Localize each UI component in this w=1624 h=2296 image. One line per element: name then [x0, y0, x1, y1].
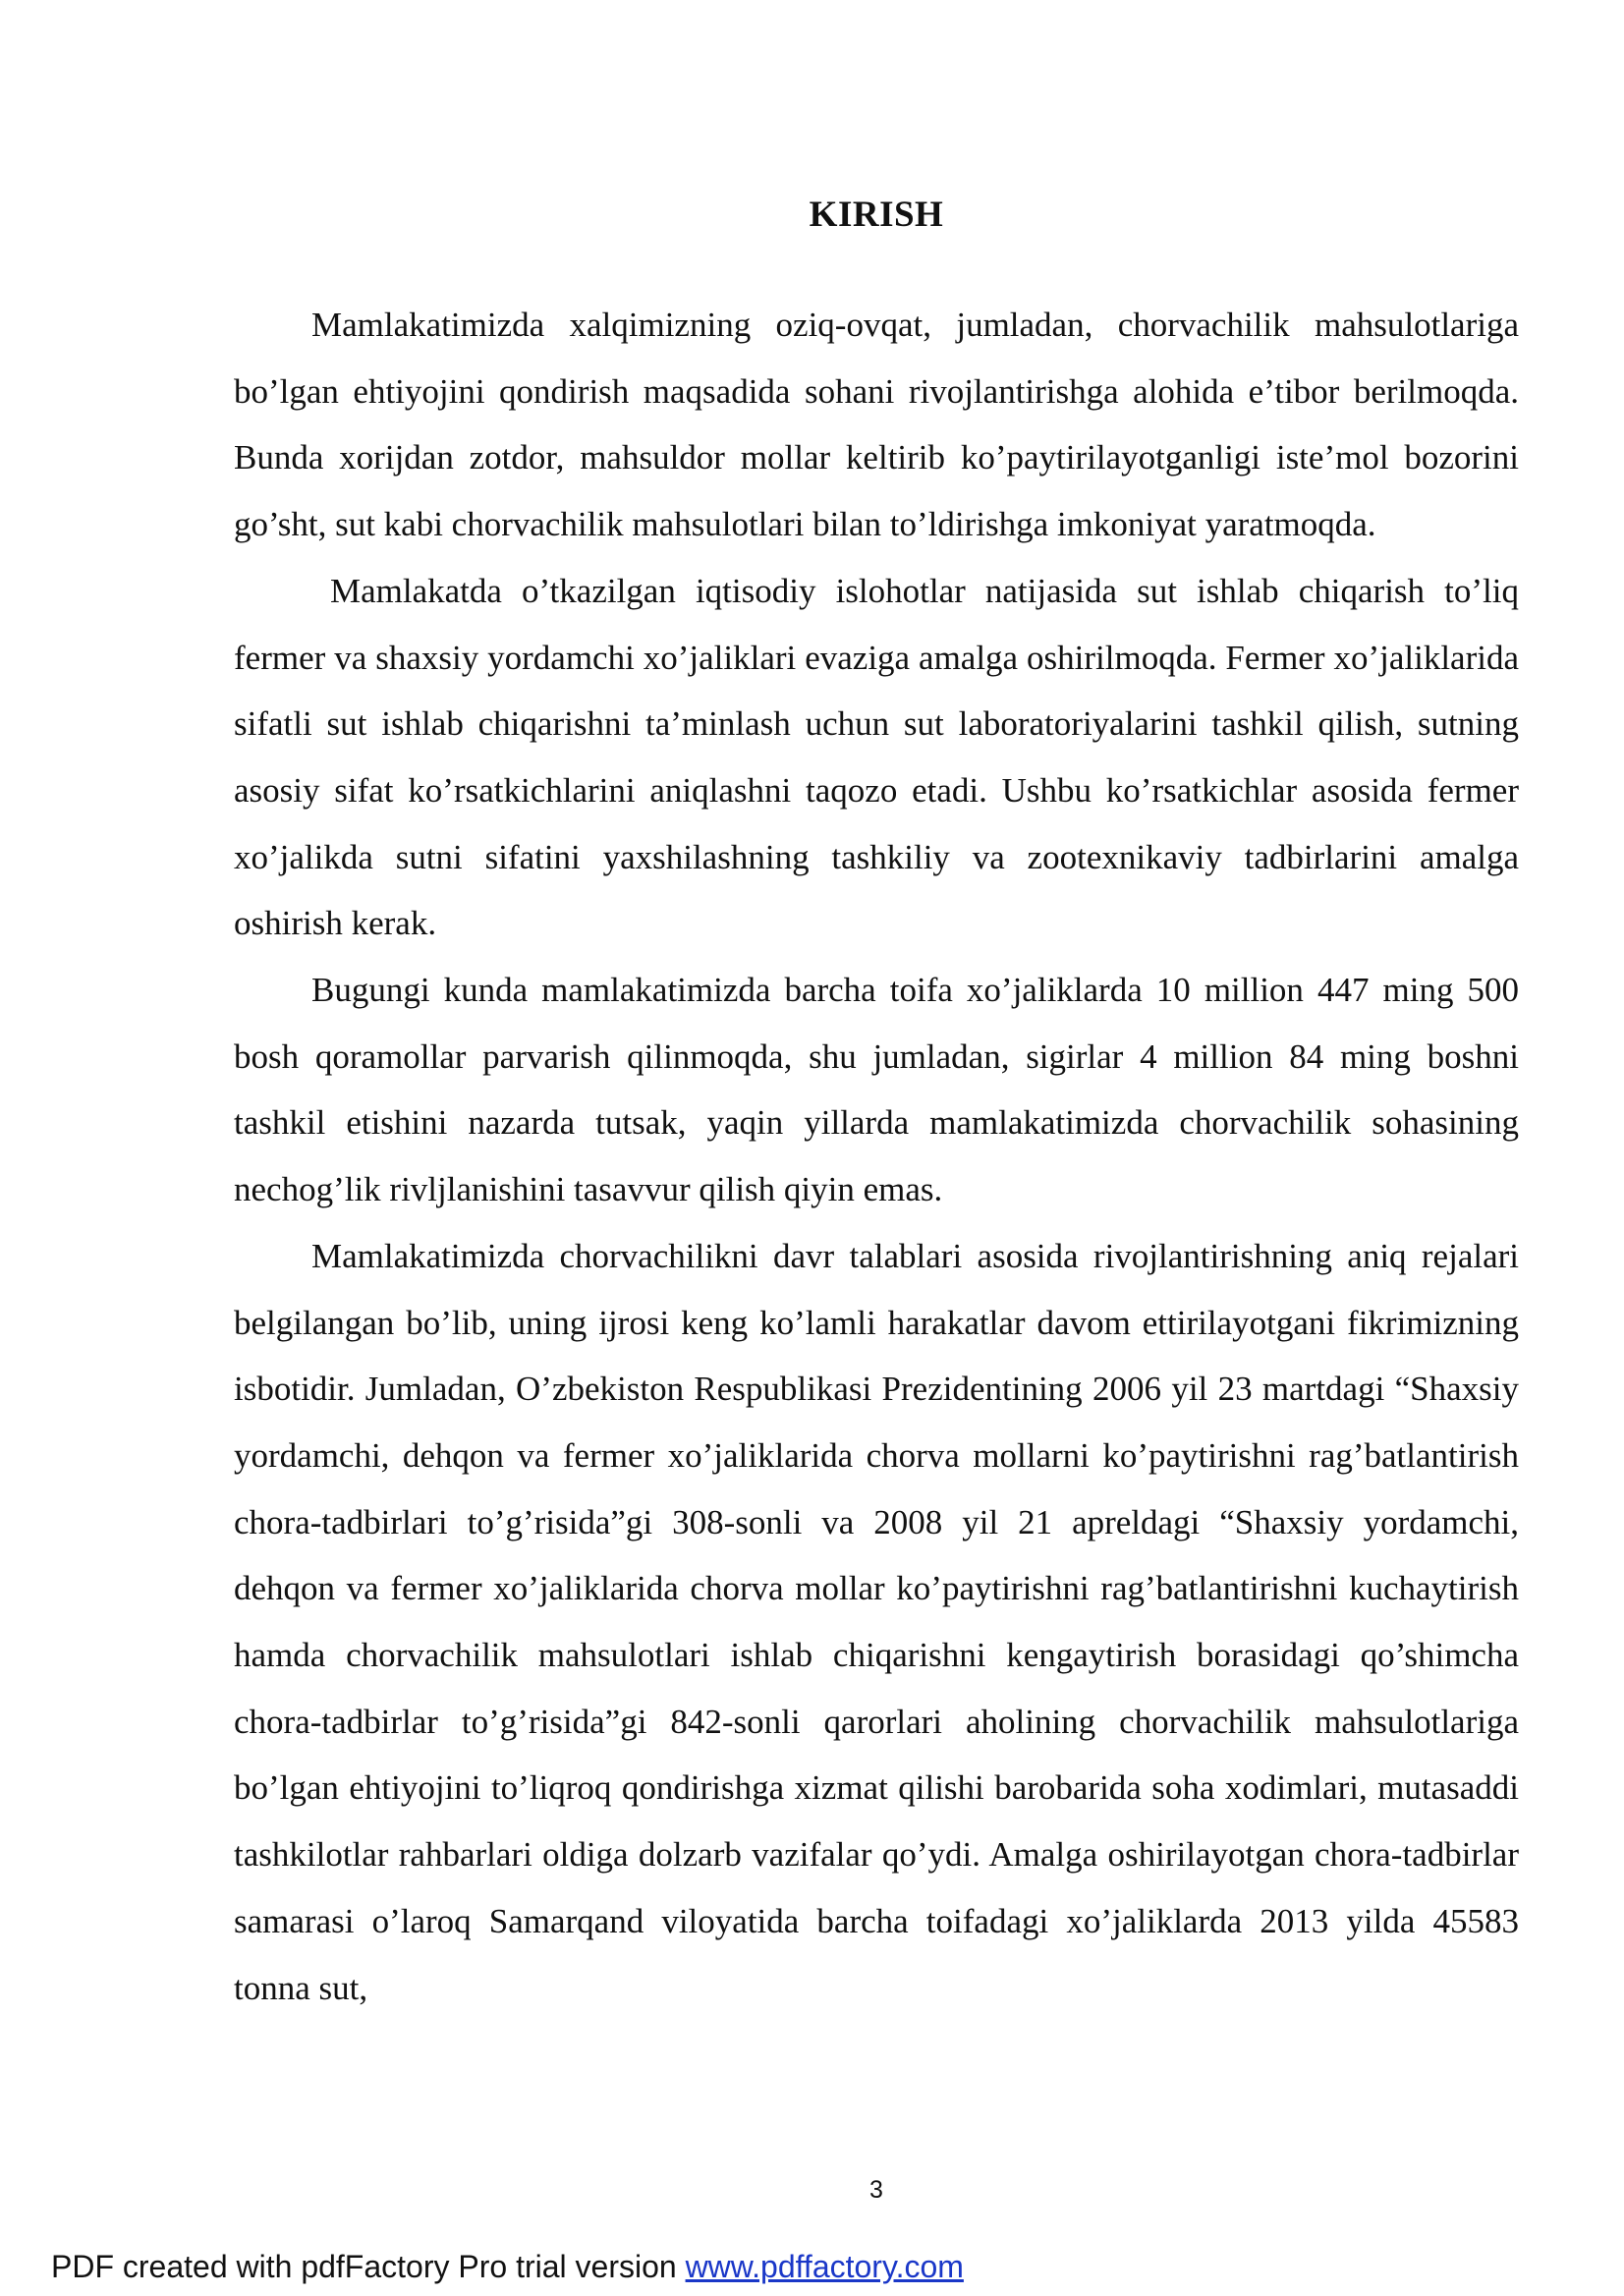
footer-link[interactable]: www.pdffactory.com: [685, 2249, 964, 2284]
footer-text: PDF created with pdfFactory Pro trial version: [51, 2249, 686, 2284]
pdf-footer: [51, 2248, 964, 2285]
section-heading: KIRISH: [809, 195, 944, 235]
page-number: 3: [869, 2176, 883, 2204]
paragraph-2: Mamlakatda o’tkazilgan iqtisodiy islohotlar natijasida sut ishlab chiqarish to’liq fermer va shaxsiy yordamchi xo’jaliklari evaziga amalga oshirilmoqda. Fermer xo’jaliklarida sifatli sut ishlab chiqarishni ta’minlash uchun sut laboratoriyalarini tashkil qilish, sutning asosiy sifat ko’rsatkichlarini aniqlashni taqozo etadi. Ushbu ko’rsatkichlar asosida fermer xo’jalikda sutni sifatini yaxshilashning tashkiliy va zootexnikaviy tadbirlarini amalga oshirish kerak.: [234, 571, 1519, 943]
paragraph-1: Mamlakatimizda xalqimizning oziq-ovqat, jumladan, chorvachilik mahsulotlariga bo’lgan ehtiyojini qondirish maqsadida sohani rivojlantirishga alohida e’tibor berilmoqda. Bunda xorijdan zotdor, mahsuldor mollar keltirib ko’paytirilayotganligi iste’mol bozorini go’sht, sut kabi chorvachilik mahsulotlari bilan to’ldirishga imkoniyat yaratmoqda.: [234, 306, 1519, 544]
body-text: [234, 292, 1519, 2021]
paragraph-3: Bugungi kunda mamlakatimizda barcha toifa xo’jaliklarda 10 million 447 ming 500 bosh qoramollar parvarish qilinmoqda, shu jumladan, sigirlar 4 million 84 ming boshni tashkil etishini nazarda tutsak, yaqin yillarda mamlakatimizda chorvachilik sohasining nechog’lik rivljlanishini tasavvur qilish qiyin emas.: [234, 971, 1519, 1209]
paragraph-4: Mamlakatimizda chorvachilikni davr talablari asosida rivojlantirishning aniq rejalari belgilangan bo’lib, uning ijrosi keng ko’lamli harakatlar davom ettirilayotgani fikrimizning isbotidir. Jumladan, O’zbekiston Respublikasi Prezidentining 2006 yil 23 martdagi “Shaxsiy yordamchi, dehqon va fermer xo’jaliklarida chorva mollarni ko’paytirishni rag’batlantirish chora-tadbirlari to’g’risida”gi 308-sonli va 2008 yil 21 apreldagi “Shaxsiy yordamchi, dehqon va fermer xo’jaliklarida chorva mollar ko’paytirishni rag’batlantirishni kuchaytirish hamda chorvachilik mahsulotlari ishlab chiqarishni kengaytirish borasidagi qo’shimcha chora-tadbirlar to’g’risida”gi 842-sonli qarorlari aholining chorvachilik mahsulotlariga bo’lgan ehtiyojini to’liqroq qondirishga xizmat qilishi barobarida soha xodimlari, mutasaddi tashkilotlar rahbarlari oldiga dolzarb vazifalar qo’ydi. Amalga oshirilayotgan chora-tadbirlar samarasi o’laroq Samarqand viloyatida barcha toifadagi xo’jaliklarda 2013 yilda 45583 tonna sut,: [234, 1236, 1519, 2007]
